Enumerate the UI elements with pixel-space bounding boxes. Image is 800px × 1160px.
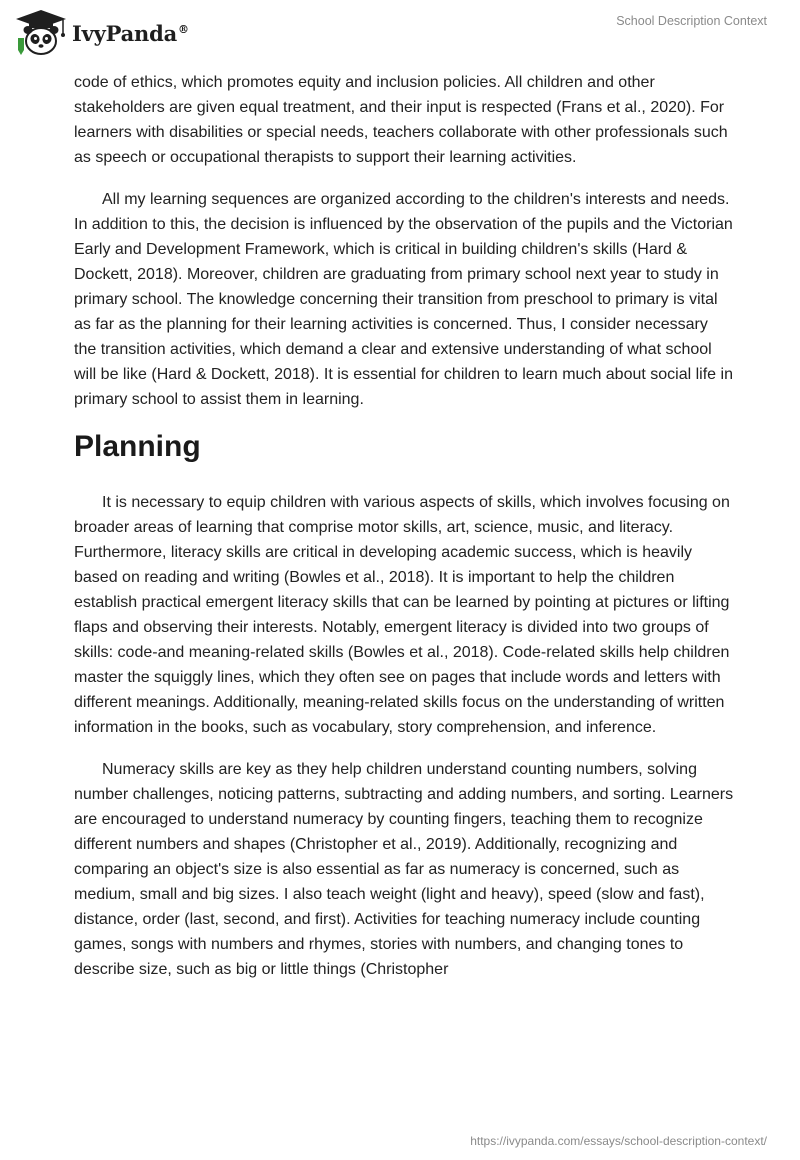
section-heading: Planning — [74, 430, 201, 463]
paragraph: Numeracy skills are key as they help children understand counting numbers, solving number challenges, noticing patterns, subtracting and adding numbers, and sorting. Learners are encouraged to understand numeracy by counting fingers, teaching them to recognize different numbers and shapes (Christopher et al., 2019). Additionally, recognizing and comparing an object's size is also essential as far as numeracy is concerned, such as medium, small and big sizes. I also teach weight (light and heavy), speed (slow and fast), distance, order (last, second, and first). Activities for teaching numeracy include counting games, songs with numbers and rhymes, stories with numbers, and changing tones to describe size, such as big or little things (Christopher — [74, 761, 734, 978]
essay-body — [74, 70, 734, 999]
paragraph: All my learning sequences are organized according to the children's interests and needs. In addition to this, the decision is influenced by the observation of the pupils and the Victorian Early and Development Framework, which is critical in building children's skills (Hard & Dockett, 2018). Moreover, children are graduating from primary school next year to study in primary school. The knowledge concerning their transition from preschool to primary is vital as far as the planning for their learning activities is concerned. Thus, I consider necessary the transition activities, which demand a clear and extensive understanding of what school will be like (Hard & Dockett, 2018). It is essential for children to learn much about social life in primary school to assist them in learning. — [74, 191, 733, 408]
registered-mark: ® — [178, 22, 189, 36]
paragraph: It is necessary to equip children with various aspects of skills, which involves focusing on broader areas of learning that comprise motor skills, art, science, music, and literacy. Furthermore, literacy skills are critical in developing academic success, which is heavily based on reading and writing (Bowles et al., 2018). It is important to help the children establish practical emergent literacy skills that can be learned by pointing at pictures or lifting flaps and observing their interests. Notably, emergent literacy is divided into two groups of skills: code-and meaning-related skills (Bowles et al., 2018). Code-related skills help children master the squiggly lines, which they often see on pages that include words and letters with different meanings. Additionally, meaning-related skills focus on the understanding of written information in the books, such as vocabulary, story comprehension, and inference. — [74, 494, 730, 736]
page-header — [0, 0, 800, 70]
brand-name: IvyPanda® — [72, 20, 189, 46]
brand-logo[interactable] — [14, 8, 189, 56]
panda-graduation-icon — [14, 8, 68, 56]
footer-url-link[interactable]: https://ivypanda.com/essays/school-description-context/ — [470, 1134, 767, 1148]
paragraph: code of ethics, which promotes equity and inclusion policies. All children and other stakeholders are given equal treatment, and their input is respected (Frans et al., 2020). For learners with disabilities or special needs, teachers collaborate with other professionals such as speech or occupational therapists to support their learning activities. — [74, 74, 728, 166]
document-title: School Description Context — [616, 14, 767, 28]
